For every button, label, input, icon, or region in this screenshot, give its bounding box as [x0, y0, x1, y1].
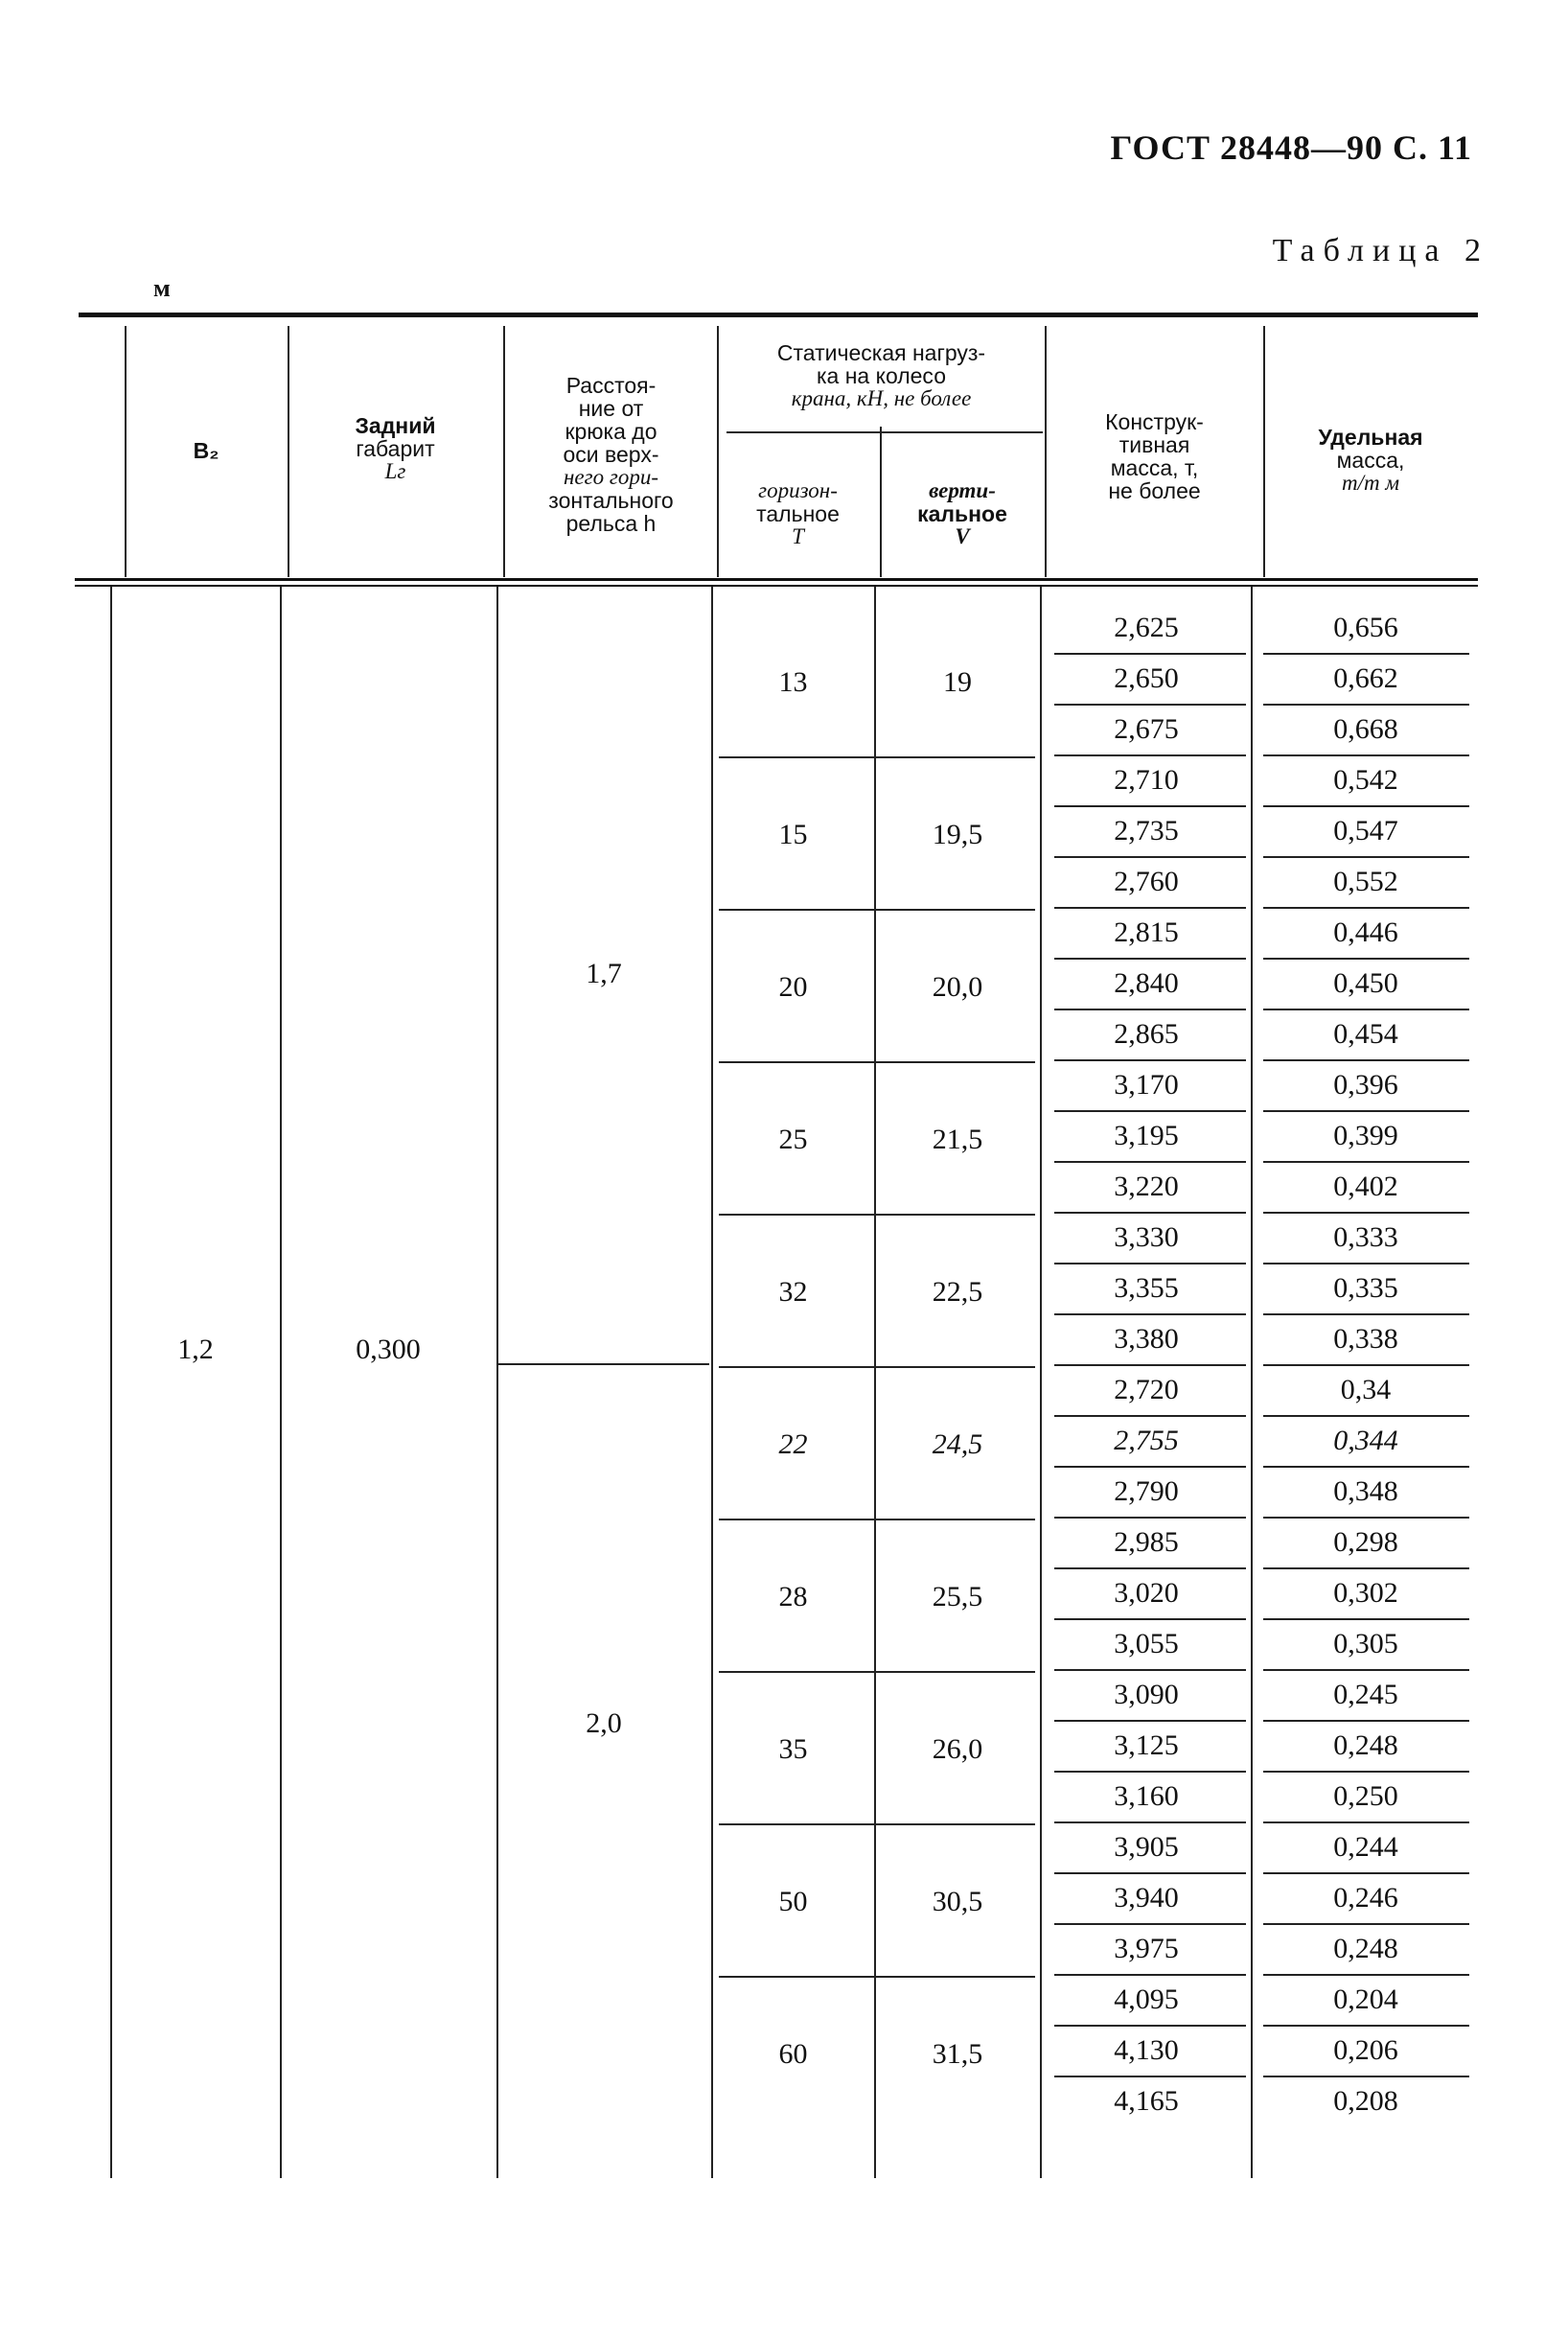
header-rear-line: Задний [355, 413, 436, 438]
spec-row-line [1263, 1110, 1469, 1112]
mass-row-line [1054, 1059, 1246, 1061]
col-line [288, 326, 289, 577]
spec-row-line [1263, 1669, 1469, 1671]
spec-row-line [1263, 1923, 1469, 1925]
spec-row-line [1263, 1771, 1469, 1773]
v-value: 24,5 [932, 1427, 983, 1460]
spec-row-line [1263, 1059, 1469, 1061]
group-divider [719, 1519, 1035, 1520]
mass-value: 3,020 [1114, 1577, 1179, 1609]
specific-mass-value: 0,344 [1333, 1425, 1398, 1456]
mass-row-line [1054, 754, 1246, 756]
unit-label: м [153, 274, 171, 302]
mass-value: 3,055 [1114, 1628, 1179, 1659]
header-vert-line: верти- [929, 478, 996, 502]
group-divider [719, 1214, 1035, 1216]
specific-mass-value: 0,547 [1333, 815, 1398, 847]
spec-row-line [1263, 1567, 1469, 1569]
load-subheader-line [726, 431, 1043, 433]
mass-value: 4,095 [1114, 1983, 1179, 2015]
header-dist-line: него гори- [564, 465, 658, 489]
mass-row-line [1054, 856, 1246, 858]
spec-row-line [1263, 958, 1469, 960]
header-load-line: крана, кН, не более [791, 386, 972, 410]
v-value: 19 [943, 665, 972, 698]
mass-value: 3,380 [1114, 1323, 1179, 1355]
mass-value: 3,090 [1114, 1679, 1179, 1710]
mass-row-line [1054, 1466, 1246, 1468]
col-line [711, 587, 713, 2178]
mass-row-line [1054, 907, 1246, 909]
page-header: ГОСТ 28448—90 С. 11 [1110, 128, 1472, 167]
mass-value: 3,160 [1114, 1780, 1179, 1812]
header-vert-line: кальное [917, 501, 1007, 526]
mass-value: 2,760 [1114, 866, 1179, 897]
mass-value: 3,975 [1114, 1933, 1179, 1964]
v-value: 26,0 [932, 1732, 983, 1765]
group-divider [719, 756, 1035, 758]
specific-mass-value: 0,250 [1333, 1780, 1398, 1812]
mass-row-line [1054, 704, 1246, 706]
mass-value: 3,125 [1114, 1729, 1179, 1761]
header-spec-line: Удельная [1318, 425, 1423, 450]
mass-value: 2,675 [1114, 713, 1179, 745]
specific-mass-value: 0,399 [1333, 1120, 1398, 1151]
t-value: 60 [778, 2037, 808, 2070]
col-line [1251, 587, 1253, 2178]
mass-value: 3,220 [1114, 1171, 1179, 1202]
v-value: 31,5 [932, 2037, 983, 2070]
mass-value: 3,905 [1114, 1831, 1179, 1863]
mass-row-line [1054, 1821, 1246, 1823]
spec-row-line [1263, 1263, 1469, 1264]
spec-row-line [1263, 1009, 1469, 1010]
t-value: 28 [778, 1580, 808, 1612]
t-value: 15 [778, 818, 808, 850]
mass-row-line [1054, 958, 1246, 960]
header-dist-line: оси верх- [563, 442, 659, 467]
specific-mass-value: 0,246 [1333, 1882, 1398, 1914]
header-static-load [721, 341, 1042, 410]
header-mass-line: масса, т, [1110, 455, 1199, 480]
header-specific-mass [1265, 426, 1476, 495]
specific-mass-value: 0,542 [1333, 764, 1398, 796]
specific-mass-value: 0,244 [1333, 1831, 1398, 1863]
spec-row-line [1263, 1720, 1469, 1722]
mass-value: 2,735 [1114, 815, 1179, 847]
mass-value: 2,710 [1114, 764, 1179, 796]
spec-row-line [1263, 2076, 1469, 2077]
specific-mass-value: 0,338 [1333, 1323, 1398, 1355]
spec-row-line [1263, 1415, 1469, 1417]
mass-row-line [1054, 1415, 1246, 1417]
specific-mass-value: 0,248 [1333, 1933, 1398, 1964]
mass-row-line [1054, 1923, 1246, 1925]
mass-row-line [1054, 1313, 1246, 1315]
header-vert-symbol: V [955, 524, 970, 548]
specific-mass-value: 0,402 [1333, 1171, 1398, 1202]
spec-row-line [1263, 754, 1469, 756]
specific-mass-value: 0,208 [1333, 2085, 1398, 2117]
header-rear-line: габарит [356, 436, 435, 461]
mass-value: 3,195 [1114, 1120, 1179, 1151]
mass-row-line [1054, 1517, 1246, 1519]
hook-distance-value: 1,7 [586, 958, 622, 989]
header-mass-line: не более [1108, 478, 1201, 503]
specific-mass-value: 0,348 [1333, 1475, 1398, 1507]
mass-row-line [1054, 1161, 1246, 1163]
v-value: 22,5 [932, 1275, 983, 1308]
specific-mass-value: 0,446 [1333, 916, 1398, 948]
spec-row-line [1263, 704, 1469, 706]
mass-row-line [1054, 2076, 1246, 2077]
mass-row-line [1054, 1669, 1246, 1671]
mass-row-line [1054, 653, 1246, 655]
b2-value: 1,2 [177, 1334, 214, 1365]
header-dist-line: крюка до [565, 419, 657, 444]
mass-value: 2,625 [1114, 612, 1179, 643]
v-value: 21,5 [932, 1123, 983, 1155]
mass-row-line [1054, 1212, 1246, 1214]
specific-mass-value: 0,204 [1333, 1983, 1398, 2015]
specific-mass-value: 0,333 [1333, 1221, 1398, 1253]
mass-value: 2,865 [1114, 1018, 1179, 1050]
t-value: 13 [778, 665, 808, 698]
t-value: 25 [778, 1123, 808, 1155]
t-value: 32 [778, 1275, 808, 1308]
header-vertical [882, 479, 1043, 548]
specific-mass-value: 0,668 [1333, 713, 1398, 745]
header-mass-line: Конструк- [1105, 409, 1204, 434]
specific-mass-value: 0,206 [1333, 2034, 1398, 2066]
mass-value: 2,840 [1114, 967, 1179, 999]
spec-row-line [1263, 1313, 1469, 1315]
mass-row-line [1054, 1364, 1246, 1366]
col-line [280, 587, 282, 2178]
col-line [110, 587, 112, 2178]
header-b2: В₂ [193, 438, 219, 463]
group-divider [719, 1061, 1035, 1063]
group-divider [719, 1823, 1035, 1825]
spec-row-line [1263, 1821, 1469, 1823]
col-line [503, 326, 505, 577]
v-value: 19,5 [932, 818, 983, 850]
mass-value: 3,330 [1114, 1221, 1179, 1253]
specific-mass-value: 0,552 [1333, 866, 1398, 897]
specific-mass-value: 0,454 [1333, 1018, 1398, 1050]
table-caption: Таблица 2 [1272, 233, 1489, 268]
header-spec-line: масса, [1336, 448, 1405, 473]
mass-row-line [1054, 2025, 1246, 2027]
header-dist-line: ние от [578, 396, 644, 421]
header-rear-symbol: Lг [384, 459, 406, 483]
spec-row-line [1263, 1974, 1469, 1976]
t-value: 50 [778, 1885, 808, 1917]
header-load-line: ка на колесо [816, 363, 946, 388]
header-structural-mass [1047, 410, 1262, 502]
mass-value: 2,815 [1114, 916, 1179, 948]
header-rear-clearance [292, 414, 498, 483]
mass-value: 2,720 [1114, 1374, 1179, 1405]
spec-row-line [1263, 1364, 1469, 1366]
spec-row-line [1263, 856, 1469, 858]
mass-row-line [1054, 1720, 1246, 1722]
group-divider [719, 909, 1035, 911]
mass-value: 3,170 [1114, 1069, 1179, 1101]
spec-row-line [1263, 907, 1469, 909]
hook-distance-divider [498, 1363, 709, 1365]
specific-mass-value: 0,656 [1333, 612, 1398, 643]
header-bottom-rule [75, 578, 1478, 587]
header-dist-line: рельса h [565, 511, 657, 536]
mass-row-line [1054, 1618, 1246, 1620]
specific-mass-value: 0,298 [1333, 1526, 1398, 1558]
v-value: 25,5 [932, 1580, 983, 1612]
specific-mass-value: 0,248 [1333, 1729, 1398, 1761]
rear-clearance-value: 0,300 [356, 1334, 421, 1365]
spec-row-line [1263, 2025, 1469, 2027]
header-load-line: Статическая нагруз- [776, 340, 986, 365]
mass-value: 3,355 [1114, 1272, 1179, 1304]
specific-mass-value: 0,396 [1333, 1069, 1398, 1101]
mass-row-line [1054, 1110, 1246, 1112]
specific-mass-value: 0,245 [1333, 1679, 1398, 1710]
header-horiz-line: горизон- [758, 478, 838, 502]
header-mass-line: тивная [1118, 432, 1190, 457]
mass-row-line [1054, 1771, 1246, 1773]
t-value: 35 [778, 1732, 808, 1765]
mass-row-line [1054, 1974, 1246, 1976]
spec-row-line [1263, 1466, 1469, 1468]
specific-mass-value: 0,662 [1333, 662, 1398, 694]
header-dist-line: зонтального [548, 488, 674, 513]
mass-value: 2,790 [1114, 1475, 1179, 1507]
specific-mass-value: 0,305 [1333, 1628, 1398, 1659]
group-divider [719, 1671, 1035, 1673]
t-value: 22 [778, 1427, 808, 1460]
header-horizontal [719, 479, 877, 548]
mass-row-line [1054, 1872, 1246, 1874]
group-divider [719, 1366, 1035, 1368]
mass-row-line [1054, 1263, 1246, 1264]
col-line [874, 587, 876, 2178]
mass-value: 4,165 [1114, 2085, 1179, 2117]
spec-row-line [1263, 1618, 1469, 1620]
mass-value: 2,755 [1114, 1425, 1179, 1456]
header-dist-line: Расстоя- [565, 373, 657, 398]
spec-row-line [1263, 1212, 1469, 1214]
spec-row-line [1263, 805, 1469, 807]
mass-row-line [1054, 805, 1246, 807]
specific-mass-value: 0,335 [1333, 1272, 1398, 1304]
hook-distance-value: 2,0 [586, 1707, 622, 1739]
mass-value: 3,940 [1114, 1882, 1179, 1914]
group-divider [719, 1976, 1035, 1978]
table-top-rule [79, 313, 1478, 317]
mass-value: 2,985 [1114, 1526, 1179, 1558]
specific-mass-value: 0,302 [1333, 1577, 1398, 1609]
col-line [496, 587, 498, 2178]
spec-row-line [1263, 1872, 1469, 1874]
mass-value: 4,130 [1114, 2034, 1179, 2066]
mass-row-line [1054, 1009, 1246, 1010]
header-hook-distance [508, 374, 714, 535]
spec-row-line [1263, 1517, 1469, 1519]
mass-row-line [1054, 1567, 1246, 1569]
specific-mass-value: 0,34 [1340, 1374, 1392, 1405]
header-horiz-line: тальное [756, 501, 840, 526]
specific-mass-value: 0,450 [1333, 967, 1398, 999]
spec-row-line [1263, 1161, 1469, 1163]
col-line [125, 326, 127, 577]
header-horiz-symbol: T [792, 524, 804, 548]
spec-row-line [1263, 653, 1469, 655]
header-spec-line: т/т м [1341, 471, 1400, 495]
v-value: 30,5 [932, 1885, 983, 1917]
mass-value: 2,650 [1114, 662, 1179, 694]
col-line [1040, 587, 1042, 2178]
v-value: 20,0 [932, 970, 983, 1003]
t-value: 20 [778, 970, 808, 1003]
